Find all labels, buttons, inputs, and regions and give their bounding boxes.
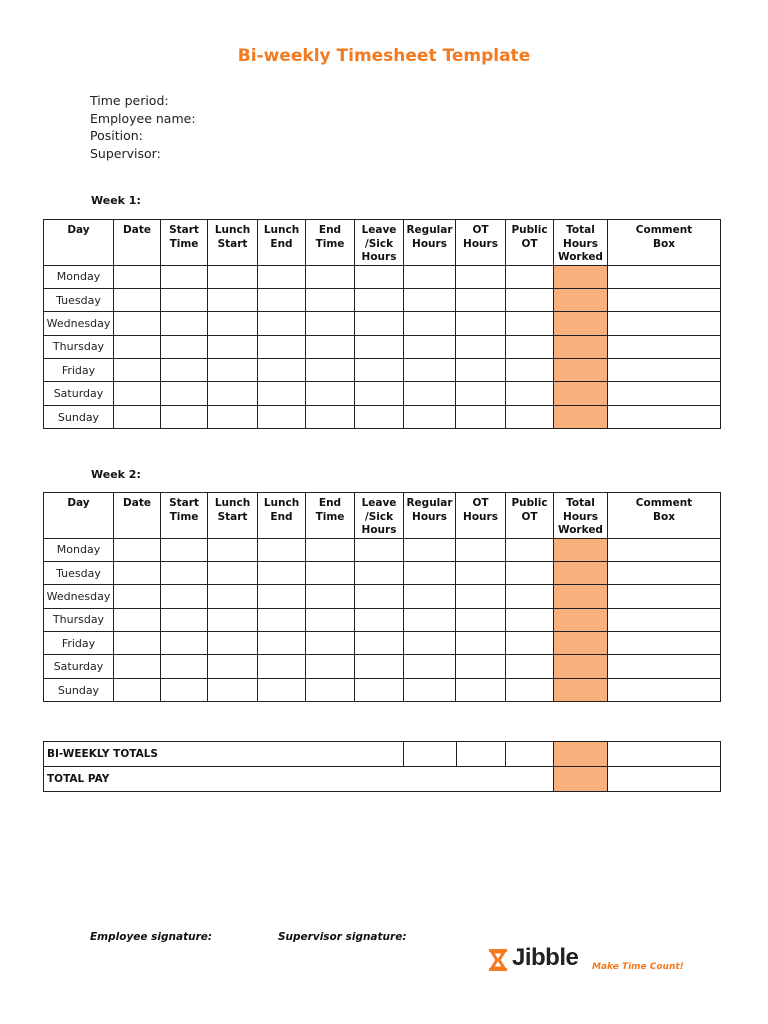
column-header-line: Time: [315, 237, 345, 250]
total-hours-worked-cell[interactable]: [554, 382, 608, 405]
ot-hours-cell[interactable]: [456, 561, 506, 584]
ot-hours-cell[interactable]: [456, 335, 506, 358]
regular-hours-cell[interactable]: [404, 632, 456, 655]
comment-box-cell[interactable]: [608, 288, 721, 311]
day-cell: Tuesday: [44, 561, 114, 584]
end-time-cell[interactable]: [306, 585, 355, 608]
regular-hours-cell[interactable]: [404, 585, 456, 608]
lunch-start-cell[interactable]: [208, 288, 258, 311]
comment-box-cell[interactable]: [608, 561, 721, 584]
info-fields: [90, 92, 196, 162]
ot-hours-cell[interactable]: [456, 359, 506, 382]
leave-sick-hours-cell[interactable]: [355, 538, 404, 561]
leave-sick-hours-cell[interactable]: [355, 678, 404, 701]
lunch-end-cell[interactable]: [258, 585, 306, 608]
regular-hours-cell[interactable]: [404, 312, 456, 335]
column-header-total-hours-worked: [554, 220, 608, 266]
position-label: Position:: [90, 128, 143, 143]
column-header-day: [44, 220, 114, 266]
column-header-line: Time: [169, 237, 199, 250]
ot-hours-cell[interactable]: [456, 312, 506, 335]
start-time-cell[interactable]: [161, 608, 208, 631]
column-header-line: Start: [217, 237, 248, 250]
column-header-line: Date: [123, 497, 151, 509]
comment-box-cell[interactable]: [608, 678, 721, 701]
hourglass-icon: [488, 948, 508, 972]
column-header-line: Time: [315, 510, 345, 523]
lunch-start-cell[interactable]: [208, 405, 258, 428]
day-cell: Monday: [44, 265, 114, 288]
ot-hours-cell[interactable]: [456, 608, 506, 631]
total-hours-worked-cell[interactable]: [554, 561, 608, 584]
leave-sick-hours-cell[interactable]: [355, 405, 404, 428]
comment-box-cell[interactable]: [608, 585, 721, 608]
table-row: [44, 678, 721, 701]
column-header-public-ot: [506, 220, 554, 266]
column-header-line: End: [318, 497, 342, 509]
ot-hours-cell[interactable]: [456, 655, 506, 678]
column-header-end-time: [306, 220, 355, 266]
column-header-line: Day: [67, 224, 90, 236]
leave-sick-hours-cell[interactable]: [355, 335, 404, 358]
ot-hours-cell[interactable]: [456, 288, 506, 311]
column-header-line: Leave: [361, 224, 397, 236]
end-time-cell[interactable]: [306, 265, 355, 288]
public-ot-total-cell[interactable]: [506, 742, 554, 767]
total-hours-worked-cell[interactable]: [554, 538, 608, 561]
total-hours-worked-total-cell[interactable]: [554, 742, 608, 767]
lunch-start-cell[interactable]: [208, 382, 258, 405]
date-cell[interactable]: [114, 335, 161, 358]
comment-box-cell[interactable]: [608, 632, 721, 655]
leave-sick-hours-cell[interactable]: [355, 632, 404, 655]
total-hours-worked-cell[interactable]: [554, 608, 608, 631]
start-time-cell[interactable]: [161, 585, 208, 608]
regular-hours-cell[interactable]: [404, 288, 456, 311]
total-hours-worked-cell[interactable]: [554, 359, 608, 382]
lunch-end-cell[interactable]: [258, 288, 306, 311]
column-header-date: [114, 220, 161, 266]
supervisor-label: Supervisor:: [90, 145, 161, 161]
header-row: [44, 493, 721, 539]
column-header-line: Start: [169, 224, 199, 236]
lunch-end-cell[interactable]: [258, 265, 306, 288]
day-cell: Sunday: [44, 405, 114, 428]
table-row: [44, 655, 721, 678]
end-time-cell[interactable]: [306, 359, 355, 382]
column-header-lunch-start: [208, 220, 258, 266]
lunch-start-cell[interactable]: [208, 265, 258, 288]
biweekly-totals-row: [44, 742, 721, 767]
public-ot-cell[interactable]: [506, 405, 554, 428]
total-hours-worked-cell[interactable]: [554, 288, 608, 311]
end-time-cell[interactable]: [306, 382, 355, 405]
total-hours-worked-cell[interactable]: [554, 265, 608, 288]
column-header-line: OT: [521, 510, 538, 523]
date-cell[interactable]: [114, 382, 161, 405]
column-header-line: Total: [566, 497, 595, 509]
week-2-label: Week 2:: [91, 468, 141, 481]
public-ot-cell[interactable]: [506, 538, 554, 561]
ot-hours-cell[interactable]: [456, 678, 506, 701]
lunch-start-cell[interactable]: [208, 632, 258, 655]
column-header-line: End: [270, 510, 293, 523]
total-hours-worked-cell[interactable]: [554, 632, 608, 655]
start-time-cell[interactable]: [161, 359, 208, 382]
table-row: [44, 585, 721, 608]
regular-hours-cell[interactable]: [404, 678, 456, 701]
column-header-line: Lunch: [263, 497, 300, 509]
end-time-cell[interactable]: [306, 538, 355, 561]
column-header-line: Comment: [635, 224, 693, 236]
column-header-line: Public: [511, 224, 548, 236]
column-header-line: End: [270, 237, 293, 250]
table-row: [44, 608, 721, 631]
public-ot-cell[interactable]: [506, 335, 554, 358]
table-row: [44, 288, 721, 311]
column-header-line: Worked: [558, 251, 603, 263]
day-cell: Friday: [44, 632, 114, 655]
column-header-end-time: [306, 493, 355, 539]
column-header-line: Hours: [563, 237, 598, 250]
column-header-line: Date: [123, 224, 151, 236]
regular-hours-cell[interactable]: [404, 335, 456, 358]
ot-hours-cell[interactable]: [456, 265, 506, 288]
start-time-cell[interactable]: [161, 632, 208, 655]
day-cell: Saturday: [44, 382, 114, 405]
public-ot-cell[interactable]: [506, 382, 554, 405]
column-header-line: Total: [566, 224, 595, 236]
lunch-end-cell[interactable]: [258, 405, 306, 428]
column-header-line: /Sick: [364, 237, 394, 250]
end-time-cell[interactable]: [306, 561, 355, 584]
public-ot-cell[interactable]: [506, 265, 554, 288]
comment-box-cell[interactable]: [608, 335, 721, 358]
start-time-cell[interactable]: [161, 538, 208, 561]
total-hours-worked-cell[interactable]: [554, 405, 608, 428]
column-header-line: Hours: [563, 510, 598, 523]
column-header-line: OT: [472, 224, 489, 236]
column-header-public-ot: [506, 493, 554, 539]
lunch-start-cell[interactable]: [208, 585, 258, 608]
column-header-start-time: [161, 493, 208, 539]
leave-sick-hours-cell[interactable]: [355, 585, 404, 608]
table-row: [44, 265, 721, 288]
regular-hours-cell[interactable]: [404, 561, 456, 584]
end-time-cell[interactable]: [306, 288, 355, 311]
start-time-cell[interactable]: [161, 678, 208, 701]
ot-hours-cell[interactable]: [456, 632, 506, 655]
table-row: [44, 632, 721, 655]
table-row: [44, 312, 721, 335]
end-time-cell[interactable]: [306, 632, 355, 655]
day-cell: Saturday: [44, 655, 114, 678]
comment-box-cell[interactable]: [608, 382, 721, 405]
leave-sick-hours-cell[interactable]: [355, 265, 404, 288]
ot-hours-total-cell[interactable]: [457, 742, 506, 767]
lunch-end-cell[interactable]: [258, 382, 306, 405]
day-cell: Sunday: [44, 678, 114, 701]
regular-hours-cell[interactable]: [404, 608, 456, 631]
end-time-cell[interactable]: [306, 405, 355, 428]
day-cell: Wednesday: [44, 585, 114, 608]
lunch-start-cell[interactable]: [208, 608, 258, 631]
column-header-line: Hours: [361, 251, 397, 263]
comment-box-cell[interactable]: [608, 405, 721, 428]
date-cell[interactable]: [114, 632, 161, 655]
total-hours-worked-cell[interactable]: [554, 678, 608, 701]
day-cell: Monday: [44, 538, 114, 561]
comment-box-cell[interactable]: [608, 655, 721, 678]
public-ot-cell[interactable]: [506, 288, 554, 311]
public-ot-cell[interactable]: [506, 585, 554, 608]
comment-box-cell[interactable]: [608, 608, 721, 631]
column-header-line: Lunch: [214, 224, 251, 236]
lunch-start-cell[interactable]: [208, 538, 258, 561]
header-row: [44, 220, 721, 266]
employee-signature-label: Employee signature:: [90, 931, 213, 943]
total-hours-worked-cell[interactable]: [554, 655, 608, 678]
time-period-label: Time period:: [90, 93, 169, 108]
column-header-lunch-start: [208, 493, 258, 539]
date-cell[interactable]: [114, 312, 161, 335]
employee-name-label: Employee name:: [90, 110, 196, 126]
column-header-line: Time: [169, 510, 199, 523]
column-header-line: Box: [653, 510, 675, 523]
start-time-cell[interactable]: [161, 655, 208, 678]
public-ot-cell[interactable]: [506, 678, 554, 701]
total-pay-label: TOTAL PAY: [44, 767, 554, 792]
total-pay-cell[interactable]: [554, 767, 608, 792]
public-ot-cell[interactable]: [506, 561, 554, 584]
day-cell: Friday: [44, 359, 114, 382]
column-header-line: Hours: [412, 237, 447, 250]
date-cell[interactable]: [114, 265, 161, 288]
total-hours-worked-cell[interactable]: [554, 585, 608, 608]
leave-sick-hours-cell[interactable]: [355, 312, 404, 335]
date-cell[interactable]: [114, 359, 161, 382]
public-ot-cell[interactable]: [506, 655, 554, 678]
column-header-lunch-end: [258, 493, 306, 539]
column-header-line: Worked: [558, 524, 603, 536]
page-title: Bi-weekly Timesheet Template: [237, 46, 531, 66]
column-header-line: Hours: [361, 524, 397, 536]
ot-hours-cell[interactable]: [456, 585, 506, 608]
total-pay-comment-cell[interactable]: [608, 767, 721, 792]
public-ot-cell[interactable]: [506, 608, 554, 631]
public-ot-cell[interactable]: [506, 359, 554, 382]
lunch-end-cell[interactable]: [258, 608, 306, 631]
column-header-line: Box: [653, 237, 675, 250]
leave-sick-hours-cell[interactable]: [355, 655, 404, 678]
total-hours-worked-cell[interactable]: [554, 312, 608, 335]
column-header-regular-hours: [404, 220, 456, 266]
leave-sick-hours-cell[interactable]: [355, 359, 404, 382]
lunch-start-cell[interactable]: [208, 335, 258, 358]
comment-box-cell[interactable]: [608, 312, 721, 335]
week-2-table: [43, 492, 721, 702]
column-header-leave-sick-hours: [355, 493, 404, 539]
column-header-start-time: [161, 220, 208, 266]
leave-sick-hours-cell[interactable]: [355, 561, 404, 584]
lunch-end-cell[interactable]: [258, 655, 306, 678]
public-ot-cell[interactable]: [506, 632, 554, 655]
date-cell[interactable]: [114, 538, 161, 561]
column-header-line: Leave: [361, 497, 397, 509]
regular-hours-cell[interactable]: [404, 538, 456, 561]
lunch-end-cell[interactable]: [258, 561, 306, 584]
end-time-cell[interactable]: [306, 312, 355, 335]
lunch-start-cell[interactable]: [208, 655, 258, 678]
total-hours-worked-cell[interactable]: [554, 335, 608, 358]
regular-hours-cell[interactable]: [404, 265, 456, 288]
day-cell: Tuesday: [44, 288, 114, 311]
start-time-cell[interactable]: [161, 312, 208, 335]
week-1-table: [43, 219, 721, 429]
ot-hours-cell[interactable]: [456, 405, 506, 428]
column-header-line: End: [318, 224, 342, 236]
column-header-line: Hours: [412, 510, 447, 523]
start-time-cell[interactable]: [161, 382, 208, 405]
column-header-line: Hours: [463, 237, 498, 250]
column-header-day: [44, 493, 114, 539]
lunch-end-cell[interactable]: [258, 678, 306, 701]
totals-table: [43, 741, 721, 792]
regular-hours-cell[interactable]: [404, 405, 456, 428]
date-cell[interactable]: [114, 405, 161, 428]
comment-box-cell[interactable]: [608, 538, 721, 561]
regular-hours-cell[interactable]: [404, 382, 456, 405]
column-header-line: Public: [511, 497, 548, 509]
regular-hours-cell[interactable]: [404, 655, 456, 678]
date-cell[interactable]: [114, 561, 161, 584]
column-header-ot-hours: [456, 220, 506, 266]
day-cell: Thursday: [44, 335, 114, 358]
start-time-cell[interactable]: [161, 288, 208, 311]
week-1-label: Week 1:: [91, 194, 141, 207]
supervisor-signature-label: Supervisor signature:: [278, 931, 407, 943]
brand-name: Jibble: [512, 944, 579, 971]
ot-hours-cell[interactable]: [456, 382, 506, 405]
date-cell[interactable]: [114, 655, 161, 678]
column-header-total-hours-worked: [554, 493, 608, 539]
column-header-comment-box: [608, 493, 721, 539]
leave-sick-hours-cell[interactable]: [355, 288, 404, 311]
column-header-line: Regular: [406, 497, 453, 509]
start-time-cell[interactable]: [161, 405, 208, 428]
column-header-lunch-end: [258, 220, 306, 266]
column-header-ot-hours: [456, 493, 506, 539]
leave-sick-hours-cell[interactable]: [355, 608, 404, 631]
regular-hours-cell[interactable]: [404, 359, 456, 382]
total-pay-row: [44, 767, 721, 792]
column-header-line: Hours: [463, 510, 498, 523]
table-row: [44, 561, 721, 584]
column-header-line: Lunch: [263, 224, 300, 236]
table-row: [44, 538, 721, 561]
biweekly-totals-label: BI-WEEKLY TOTALS: [44, 742, 404, 767]
column-header-line: Comment: [635, 497, 693, 509]
public-ot-cell[interactable]: [506, 312, 554, 335]
lunch-start-cell[interactable]: [208, 561, 258, 584]
column-header-line: Start: [169, 497, 199, 509]
ot-hours-cell[interactable]: [456, 538, 506, 561]
date-cell[interactable]: [114, 288, 161, 311]
column-header-regular-hours: [404, 493, 456, 539]
lunch-end-cell[interactable]: [258, 335, 306, 358]
column-header-line: OT: [521, 237, 538, 250]
comment-total-cell[interactable]: [608, 742, 721, 767]
table-row: [44, 382, 721, 405]
date-cell[interactable]: [114, 678, 161, 701]
start-time-cell[interactable]: [161, 265, 208, 288]
column-header-line: Regular: [406, 224, 453, 236]
comment-box-cell[interactable]: [608, 359, 721, 382]
column-header-line: /Sick: [364, 510, 394, 523]
end-time-cell[interactable]: [306, 678, 355, 701]
table-row: [44, 335, 721, 358]
lunch-end-cell[interactable]: [258, 312, 306, 335]
date-cell[interactable]: [114, 585, 161, 608]
end-time-cell[interactable]: [306, 655, 355, 678]
table-row: [44, 405, 721, 428]
day-cell: Wednesday: [44, 312, 114, 335]
lunch-start-cell[interactable]: [208, 678, 258, 701]
brand-tagline: Make Time Count!: [592, 962, 684, 972]
lunch-end-cell[interactable]: [258, 359, 306, 382]
table-row: [44, 359, 721, 382]
day-cell: Thursday: [44, 608, 114, 631]
column-header-leave-sick-hours: [355, 220, 404, 266]
column-header-line: OT: [472, 497, 489, 509]
lunch-start-cell[interactable]: [208, 359, 258, 382]
column-header-line: Lunch: [214, 497, 251, 509]
date-cell[interactable]: [114, 608, 161, 631]
column-header-comment-box: [608, 220, 721, 266]
column-header-line: Day: [67, 497, 90, 509]
lunch-end-cell[interactable]: [258, 632, 306, 655]
lunch-end-cell[interactable]: [258, 538, 306, 561]
column-header-date: [114, 493, 161, 539]
start-time-cell[interactable]: [161, 561, 208, 584]
comment-box-cell[interactable]: [608, 265, 721, 288]
end-time-cell[interactable]: [306, 608, 355, 631]
column-header-line: Start: [217, 510, 248, 523]
regular-hours-total-cell[interactable]: [404, 742, 457, 767]
end-time-cell[interactable]: [306, 335, 355, 358]
lunch-start-cell[interactable]: [208, 312, 258, 335]
start-time-cell[interactable]: [161, 335, 208, 358]
leave-sick-hours-cell[interactable]: [355, 382, 404, 405]
